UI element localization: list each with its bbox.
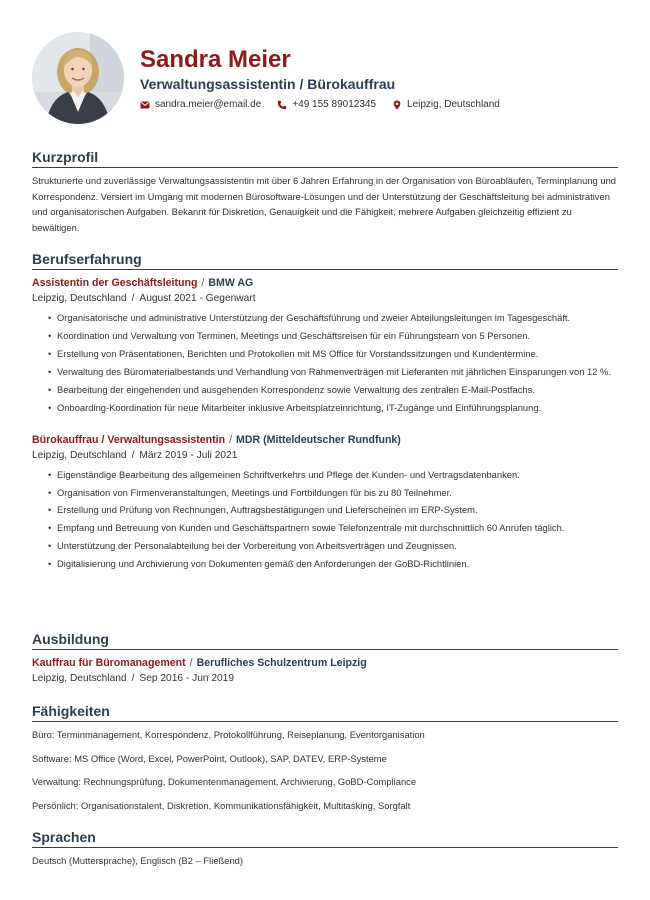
job-meta — [32, 292, 618, 306]
resume-header — [32, 32, 618, 124]
skill-line: Persönlich: Organisationstalent, Diskretion, Kommunikationsfähigkeit, Multitasking, Sorgfalt — [32, 799, 411, 811]
job-meta — [32, 449, 618, 463]
education-period: Sep 2016 - Jun 2019 — [139, 673, 235, 684]
skill-line: Software: MS Office (Word, Excel, PowerPoint, Outlook), SAP, DATEV, ERP-Systeme — [32, 752, 387, 764]
phone-text: +49 155 89012345 — [292, 99, 377, 110]
education-meta — [32, 672, 618, 686]
job-entry — [32, 433, 618, 573]
skill-line: Büro: Terminmanagement, Korrespondenz, Protokollführung, Reiseplanung, Eventorganisation — [32, 729, 425, 740]
list-item: • Unterstützung der Personalabteilung bei der Vorbereitung von Arbeitsverträgen und Zeugnissen. — [48, 540, 457, 552]
skill-line: Verwaltung: Rechnungsprüfung, Dokumentenmanagement, Archivierung, GoBD-Compliance — [32, 776, 417, 788]
job-company: BMW AG — [208, 277, 254, 289]
list-item: • Onboarding-Koordination für neue Mitarbeiter inklusive Arbeitsplatzeinrichtung, IT-Zugänge und Einführungsplanung. — [48, 401, 542, 413]
email-text: sandra.meier@email.de — [155, 99, 262, 110]
profile-photo — [32, 32, 124, 124]
job-heading — [32, 433, 618, 448]
section-heading: Ausbildung — [32, 630, 618, 650]
location-text: Leipzig, Deutschland — [407, 99, 500, 110]
job-bullets — [32, 310, 618, 416]
job-role: Assistentin der Geschäftsleitung — [32, 277, 198, 289]
email-icon — [140, 100, 150, 110]
separator: / — [131, 449, 135, 461]
section-faehigkeiten — [32, 702, 618, 813]
languages-text: Deutsch (Muttersprache), Englisch (B2 – Fließend) — [32, 855, 244, 866]
contact-location — [392, 98, 500, 112]
contact-email[interactable] — [140, 98, 261, 112]
section-heading: Kurzprofil — [32, 148, 618, 168]
list-item: • Eigenständige Bearbeitung des allgemeinen Schriftverkehrs und Pflege der Kunden- und Vertragsdatenbanken. — [48, 468, 520, 480]
section-kurzprofil — [32, 148, 618, 235]
section-ausbildung — [32, 630, 618, 686]
summary-text: Strukturierte und zuverlässige Verwaltungsassistentin mit über 6 Jahren Erfahrung in der Organisation von Büroabläufen, Terminplanung und Korrespondenz. Versiert im Umgang mit modernen Bürosoftware-Lösungen und der Unterstützung der Geschäftsleitung bei administrativen und organisatorischen Aufgaben. Bekannt für Diskretion, Genauigkeit und die Fähigkeit, mehrere Aufgaben gleichzeitig effizient zu bewältigen. — [32, 175, 617, 233]
separator: / — [131, 293, 135, 304]
list-item: • Organisation von Firmenveranstaltungen, Meetings und Fortbildungen für bis zu 80 Teilnehmer. — [48, 486, 452, 498]
job-entry — [32, 276, 618, 416]
job-role: Bürokauffrau / Verwaltungsassistentin — [32, 433, 226, 446]
job-period: August 2021 - Gegenwart — [139, 293, 256, 304]
list-item: • Digitalisierung und Archivierung von Dokumenten gemäß den Anforderungen der GoBD-Richtlinien. — [48, 558, 470, 570]
list-item: • Koordination und Verwaltung von Terminen, Meetings und Geschäftsreisen für ein Führungsteam von 5 Personen. — [48, 329, 531, 341]
education-heading — [32, 656, 618, 671]
job-location: Leipzig, Deutschland — [32, 449, 127, 461]
school: Berufliches Schulzentrum Leipzig — [196, 657, 367, 669]
contact-phone[interactable] — [277, 98, 376, 112]
job-period: März 2019 - Juli 2021 — [139, 449, 238, 461]
job-company: MDR (Mitteldeutscher Rundfunk) — [236, 433, 401, 446]
list-item: • Erstellung von Präsentationen, Berichten und Protokollen mit MS Office für Vorstandssitzungen und Kundentermine. — [48, 347, 539, 359]
section-heading: Fähigkeiten — [32, 702, 618, 722]
contact-line — [140, 98, 500, 112]
separator: / — [131, 673, 135, 684]
phone-icon — [277, 100, 287, 110]
section-sprachen — [32, 828, 618, 868]
education-location: Leipzig, Deutschland — [32, 673, 127, 684]
separator: / — [201, 277, 205, 289]
job-bullets — [32, 467, 618, 573]
separator: / — [189, 657, 193, 669]
full-name: Sandra Meier — [140, 46, 291, 73]
section-heading: Sprachen — [32, 828, 618, 848]
list-item: • Verwaltung des Büromaterialbestands und Verhandlung von Rahmenverträgen mit Lieferanten mit jährlichen Einsparungen von 12 %. — [48, 365, 611, 377]
separator: / — [229, 433, 233, 446]
location-pin-icon — [392, 100, 402, 110]
job-heading — [32, 276, 618, 291]
list-item: • Organisatorische und administrative Unterstützung der Geschäftsführung und zweier Abteilungsleitungen im Tagesgeschäft. — [48, 312, 571, 323]
job-location: Leipzig, Deutschland — [32, 293, 127, 304]
job-title: Verwaltungsassistentin / Bürokauffrau — [140, 76, 396, 92]
degree: Kauffrau für Büromanagement — [32, 657, 186, 669]
list-item: • Bearbeitung der eingehenden und ausgehenden Korrespondenz sowie Verwaltung des zentralen E-Mail-Postfachs. — [48, 383, 535, 395]
section-heading: Berufserfahrung — [32, 250, 618, 270]
list-item: • Empfang und Betreuung von Kunden und Geschäftspartnern sowie Telefonzentrale mit durchschnittlich 60 Anrufen täglich. — [48, 522, 565, 534]
section-berufserfahrung — [32, 250, 618, 574]
list-item: • Erstellung und Prüfung von Rechnungen, Auftragsbestätigungen und Lieferscheinen im ERP-System. — [48, 504, 478, 516]
